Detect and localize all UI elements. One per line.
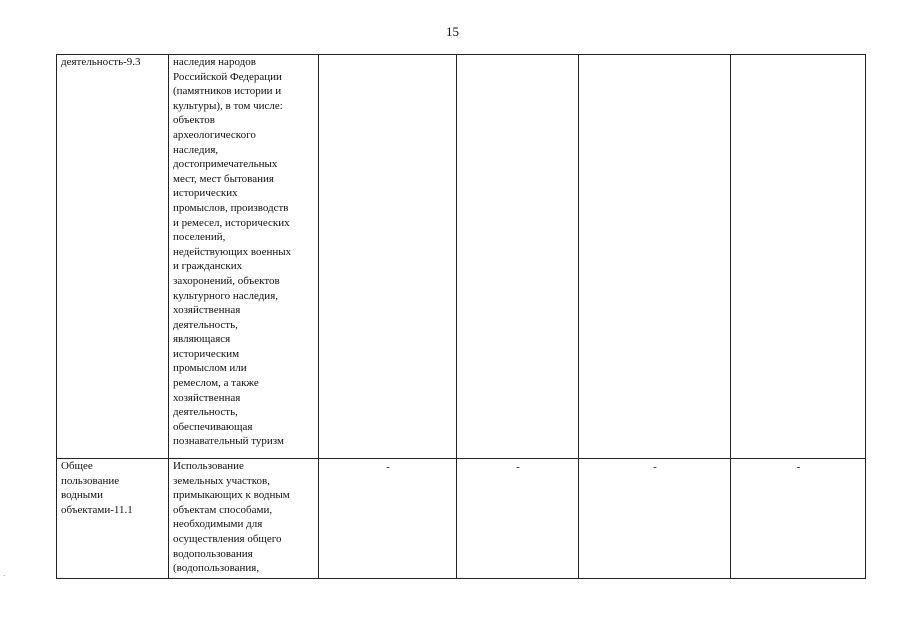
cell-description	[169, 459, 319, 579]
scan-edge-mark: ·	[3, 572, 6, 580]
cell-value	[731, 459, 866, 579]
cell-value	[457, 459, 579, 579]
cell-text: -	[386, 461, 390, 473]
page-number: 15	[446, 24, 459, 39]
zoning-table	[56, 54, 866, 579]
cell-activity-name	[57, 55, 169, 459]
table-row	[57, 55, 866, 459]
cell-text: деятельность-9.3	[61, 56, 141, 68]
cell-value	[457, 55, 579, 459]
cell-text: Общее пользование водными объектами-11.1	[61, 460, 133, 516]
cell-value	[319, 55, 457, 459]
cell-description	[169, 55, 319, 459]
cell-text: -	[516, 461, 520, 473]
cell-text: -	[796, 461, 801, 473]
cell-value	[731, 55, 866, 459]
table-row	[57, 459, 866, 579]
cell-text: наследия народов Российской Федерации (памятников истории и культуры), в том числе: объектов археологического наследия, достопримечательных мест, мест бытования исторических промыслов, производств и ремесел, исторических поселений, недействующих военных и гражданских захоронений, объектов культурного наследия, хозяйственная деятельность, являющаяся историческим промыслом или ремеслом, а также хозяйственная деятельность, обеспечивающая познавательный туризм	[173, 56, 292, 448]
cell-activity-name	[57, 459, 169, 579]
cell-value	[579, 55, 731, 459]
cell-text: Использование земельных участков, примыкающих к водным объектам способами, необходимыми для осуществления общего водопользования (водопользования,	[173, 460, 290, 575]
cell-value	[319, 459, 457, 579]
cell-text: -	[653, 461, 657, 473]
cell-value	[579, 459, 731, 579]
